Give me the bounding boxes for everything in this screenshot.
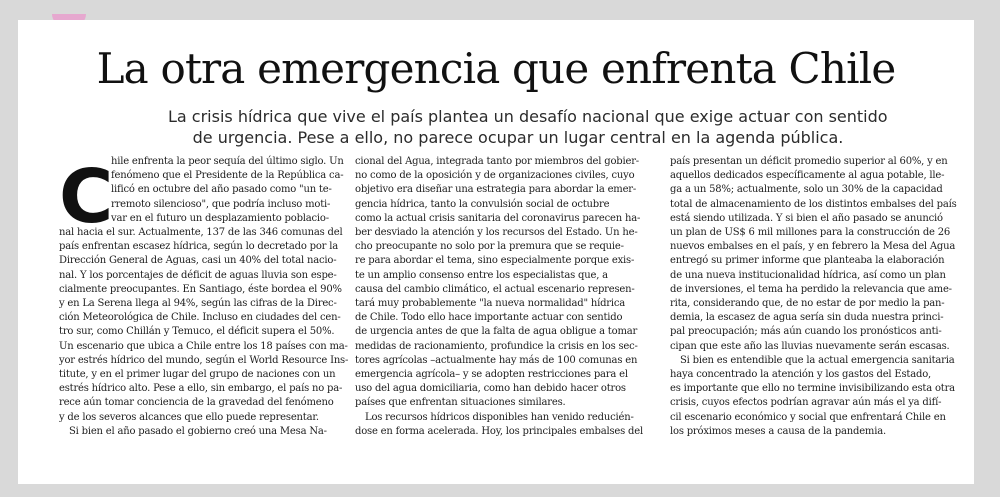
drop-cap: C [59,154,114,240]
body-text-line: re para abordar el tema, sino especialmente porque exis- [355,255,635,267]
body-text-line: Si bien es entendible que la actual emergencia sanitaria [680,354,955,366]
body-text-line: fenómeno que el Presidente de la República ca- [111,170,344,182]
body-text-line: crisis, cuyos efectos podrían agravar aún más el ya difí- [670,397,942,409]
body-text-line: rita, considerando que, de no estar de por medio la pan- [670,298,945,310]
body-text-line: medidas de racionamiento, profundice la crisis en los sec- [355,340,638,352]
body-text-line: Dirección General de Aguas, casi un 40% del total nacio- [59,255,337,267]
body-text-line: los próximos meses a causa de la pandemia. [670,425,886,437]
body-text-line: aquellos dedicados específicamente al agua potable, lle- [670,170,945,182]
body-text-line: cional del Agua, integrada tanto por miembros del gobier- [355,156,639,167]
body-text-line: lificó en octubre del año pasado como "un te- [111,184,332,196]
body-text-line: objetivo era diseñar una estrategia para abordar la emer- [355,184,637,196]
body-text-line: de inversiones, el tema ha perdido la relevancia que ame- [670,283,952,295]
body-text-line: país enfrentan escasez hídrica, según lo decretado por la [59,241,338,253]
body-text-line: no como de la oposición y de organizaciones civiles, cuyo [355,170,635,182]
body-text-line: nal. Y los porcentajes de déficit de aguas lluvia son espe- [59,269,337,281]
body-text-line: emergencia agrícola– y se adopten restricciones para el [355,369,628,381]
body-text-line: de una nueva institucionalidad hídrica, así como un plan [670,269,946,281]
body-text-line: cho preocupante no solo por la premura que se requie- [355,241,624,253]
body-column-1 [59,155,351,439]
body-text-line: dose en forma acelerada. Hoy, los principales embalses del [355,425,643,437]
body-text-line: ga a un 58%; actualmente, solo un 30% de la capacidad [670,184,943,196]
body-text-line: Un escenario que ubica a Chile entre los 18 países con ma- [59,340,348,352]
body-text-line: Si bien el año pasado el gobierno creó una Mesa Na- [69,425,327,437]
body-text-line: ción Meteorológica de Chile. Incluso en ciudades del cen- [59,312,341,324]
body-text-line: pal preocupación; más aún cuando los pronósticos anti- [670,326,942,338]
body-text-line: haya concentrado la atención y los gastos del Estado, [670,369,932,381]
body-text-line: cipan que este año las lluvias nuevamente serán escasas. [670,340,950,352]
body-text-line: y en La Serena llega al 94%, según las cifras de la Direc- [59,298,337,310]
body-text-line: cil escenario económico y social que enfrentará Chile en [670,411,946,423]
body-text-line: rece aún tomar conciencia de la gravedad del fenómeno [59,397,334,409]
body-text-line: países que enfrentan situaciones similares. [355,397,566,409]
body-text-line: ber desviado la atención y los recursos del Estado. Un he- [355,227,638,239]
body-text-line: rremoto silencioso", que podría incluso moti- [111,198,331,210]
body-text-line: de urgencia antes de que la falta de agua obligue a tomar [355,326,638,338]
headline: La otra emergencia que enfrenta Chile [96,44,896,93]
body-text-line: y de los severos alcances que ello puede representar. [59,411,319,423]
deck-line: de urgencia. Pese a ello, no parece ocupar un lugar central en la agenda pública. [192,128,844,147]
body-text-line: te un amplio consenso entre los especialistas que, a [355,269,608,281]
body-text-line: estrés hídrico alto. Pese a ello, sin embargo, el país no pa- [59,383,343,395]
body-text-line: hile enfrenta la peor sequía del último siglo. Un [111,156,344,167]
body-text-line: gencia hídrica, tanto la convulsión social de octubre [355,198,610,210]
body-text-line: Los recursos hídricos disponibles han venido reducién- [365,411,634,423]
body-column-2 [355,155,647,439]
body-text-line: un plan de US$ 6 mil millones para la construcción de 26 [670,227,951,239]
newspaper-page [18,20,974,484]
body-text-line: demia, la escasez de agua sería sin duda nuestra princi- [670,312,944,324]
body-text-line: tará muy probablemente "la nueva normalidad" hídrica [355,298,626,310]
body-text-line: total de almacenamiento de los distintos embalses del país [670,198,957,210]
body-text-line: causa del cambio climático, el actual escenario represen- [355,283,635,295]
body-text-line: titute, y en el primer lugar del grupo de naciones con un [59,369,336,381]
body-text-line: como la actual crisis sanitaria del coronavirus parecen ha- [355,212,641,224]
body-text-line: país presentan un déficit promedio superior al 60%, y en [670,156,948,167]
body-text-line: nuevos embalses en el país, y en febrero la Mesa del Agua [670,241,956,253]
body-text-line: cialmente preocupantes. En Santiago, éste bordea el 90% [59,283,342,295]
body-column-3 [670,155,962,439]
body-text-line: es importante que ello no termine invisibilizando esta otra [670,383,955,395]
body-text-line: tro sur, como Chillán y Temuco, el déficit supera el 50%. [59,326,335,338]
body-text-line: tores agrícolas –actualmente hay más de 100 comunas en [355,354,638,366]
body-text-line: está siendo utilizada. Y si bien el año pasado se anunció [670,212,943,224]
body-text-line: var en el futuro un desplazamiento poblacio- [111,212,329,224]
body-text-line: entregó su primer informe que planteaba la elaboración [670,255,945,267]
body-text-line: yor estrés hídrico del mundo, según el World Resource Ins- [59,354,349,366]
deck-subheading [168,106,888,148]
deck-line: La crisis hídrica que vive el país plantea un desafío nacional que exige actuar con sentido [168,107,888,126]
body-text-line: de Chile. Todo ello hace importante actuar con sentido [355,312,623,324]
body-text-line: uso del agua domiciliaria, como han debido hacer otros [355,383,626,395]
body-text-line: nal hacia el sur. Actualmente, 137 de las 346 comunas del [59,227,343,239]
